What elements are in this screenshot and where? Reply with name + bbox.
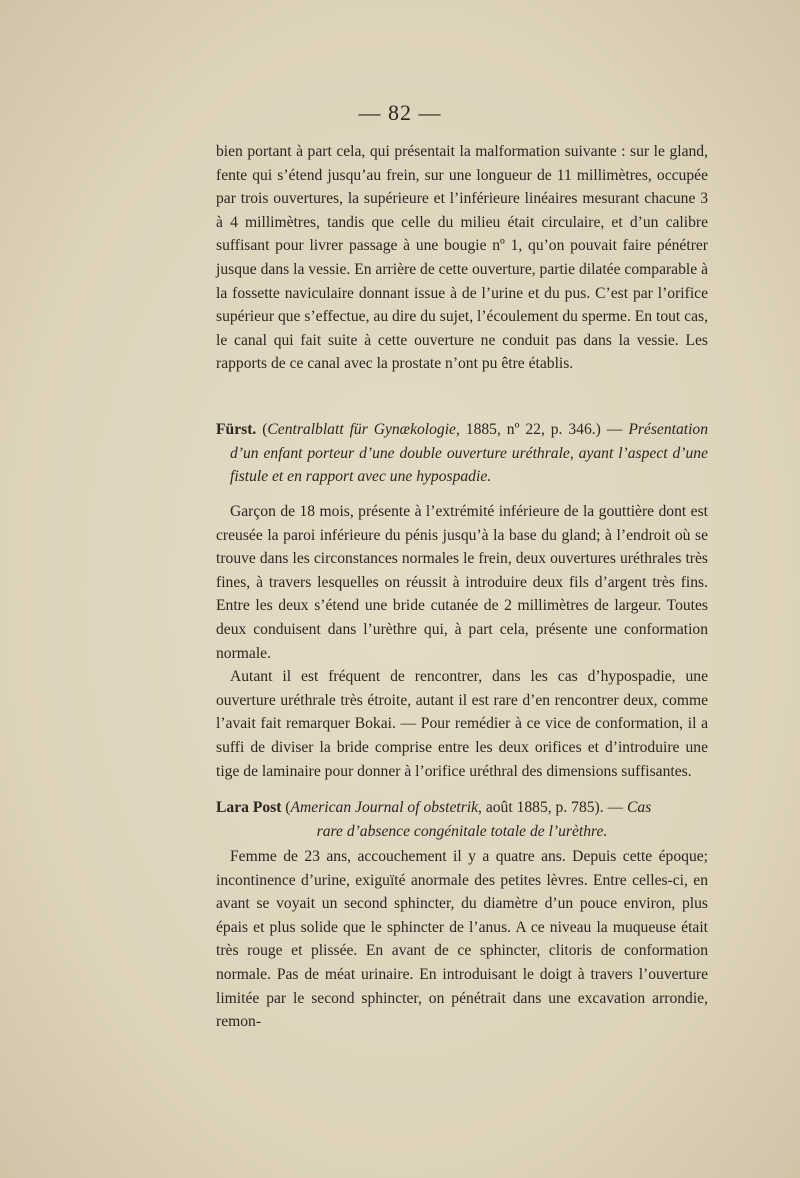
paragraph-text: Femme de 23 ans, accouchement il y a quatre ans. Depuis cette époque; incontinence d’urine, exiguïté anormale des petites lèvres. Entre celles-ci, en avant se voyait un second sphincter, du diamètre d’un pouce environ, plus épais et plus solide que le sphincter de l’anus. A ce niveau la muqueuse était très rouge et plissée. En avant de ce sphincter, clitoris de conformation normale. Pas de méat urinaire. En introduisant le doigt à travers l’ouverture limitée par le second sphincter, on pénétrait dans une excavation arrondie, remon-	[216, 848, 708, 1031]
reference-entry	[216, 796, 708, 843]
reference-title-start: Cas	[627, 799, 652, 816]
paragraph-text: Garçon de 18 mois, présente à l’extrémité inférieure de la gouttière dont est creusée la paroi inférieure du pénis jusqu’à la base du gland; à l’endroit où se trouve dans les circonstances normales le frein, deux ouvertures uréthrales très fines, à travers lesquelles on réussit à introduire deux fils d’argent très fins. Entre les deux s’étend une bride cutanée de 2 millimètres de largeur. Toutes deux conduisent dans l’urèthre qui, à part cela, présente une conformation normale.	[216, 503, 708, 662]
reference-author: Fürst.	[216, 421, 257, 438]
reference-details: , 1885, nº 22, p. 346.) —	[455, 421, 629, 438]
reference-paren: (	[256, 421, 268, 438]
reference-furst	[216, 418, 708, 489]
paragraph-text: Autant il est fréquent de rencontrer, dans les cas d’hypospadie, une ouverture uréthrale très étroite, autant il est rare d’en rencontrer deux, comme l’avait fait remarquer Bokai. — Pour remédier à ce vice de conformation, il a suffi de diviser la bride comprise entre les deux orifices et d’introduire une tige de laminaire pour donner à l’orifice uréthral des dimensions suffisantes.	[216, 668, 708, 780]
reference-source: Centralblatt für Gynækologie	[267, 421, 456, 438]
reference-title-end: rare d’absence congénitale totale de l’urèthre.	[316, 822, 608, 840]
reference-details: , août 1885, p. 785). —	[478, 799, 628, 816]
reference-lara-post	[216, 796, 708, 843]
reference-author: Lara Post	[216, 799, 282, 816]
case-description-post	[216, 845, 708, 1034]
page-number: — 82 —	[358, 100, 442, 125]
reference-title: Présentation d’un enfant porteur d’une double ouverture uréthrale, ayant l’aspect d’une fistule et en rapport avec une hypospadie.	[230, 421, 709, 486]
case-description-furst	[216, 500, 708, 783]
reference-source: American Journal of obstetrik	[290, 799, 479, 816]
paragraph-continued	[216, 140, 708, 376]
reference-entry	[216, 418, 708, 489]
reference-paren: (	[281, 799, 291, 816]
paragraph-text: bien portant à part cela, qui présentait la malformation suivante : sur le gland, fente qui s’étend jusqu’au frein, sur une longueur de 11 millimètres, occupée par trois ouvertures, la supérieure et l’inférieure linéaires mesurant chacune 3 à 4 millimètres, tandis que celle du milieu était circulaire, et d’un calibre suffisant pour livrer passage à une bougie nº 1, qu’on pouvait faire pénétrer jusque dans la vessie. En arrière de cette ouverture, partie dilatée comparable à la fossette naviculaire donnant issue à de l’urine et du pus. C’est par l’orifice supérieur que s’effectue, au dire du sujet, l’écoulement du sperme. En tout cas, le canal qui fait suite à cette ouverture ne conduit pas dans la vessie. Les rapports de ce canal avec la prostate n’ont pu être établis.	[216, 143, 708, 373]
